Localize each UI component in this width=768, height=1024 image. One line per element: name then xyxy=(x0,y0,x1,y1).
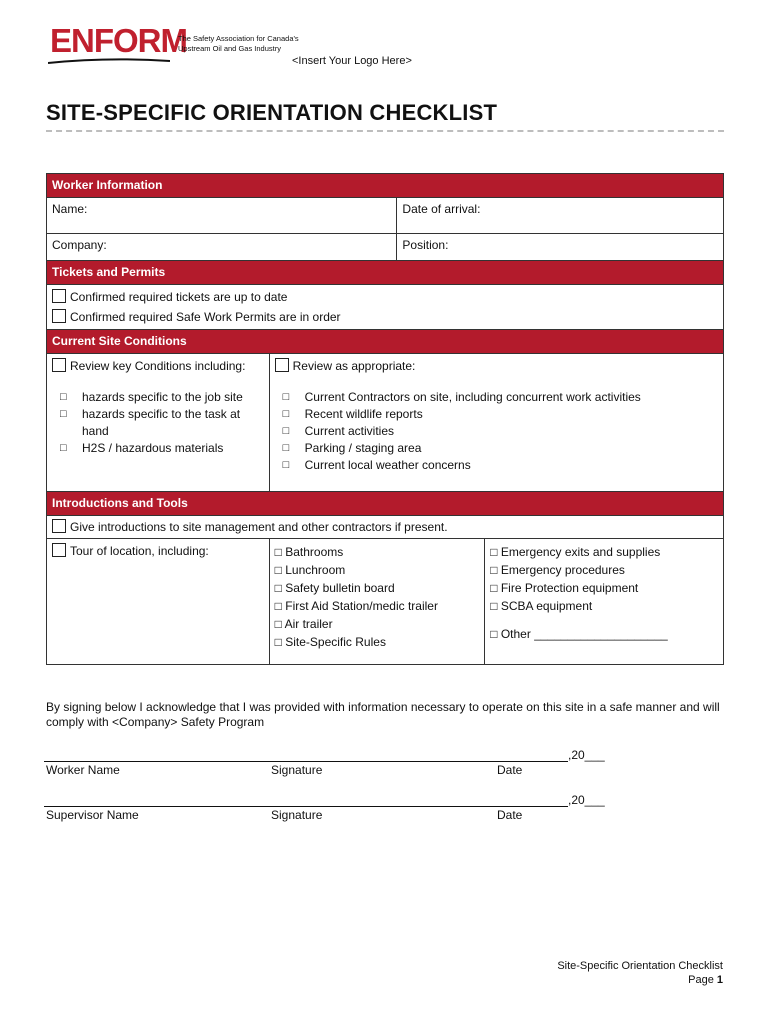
list-item[interactable]: □ Fire Protection equipment xyxy=(490,581,639,595)
section-header-site-conditions: Current Site Conditions xyxy=(47,330,724,354)
insert-logo-placeholder: <Insert Your Logo Here> xyxy=(292,55,412,67)
list-item[interactable]: □ Current local weather concerns xyxy=(282,458,471,472)
list-item[interactable]: □ Parking / staging area xyxy=(282,441,422,455)
tickets-checkbox-item[interactable]: Confirmed required tickets are up to date xyxy=(52,287,718,307)
worker-signature-line[interactable] xyxy=(44,761,568,762)
footer-page-number: Page 1 xyxy=(688,974,723,986)
supervisor-date-label: Date xyxy=(497,808,523,822)
worker-year-suffix: ,20___ xyxy=(568,748,605,762)
footer-doc-name: Site-Specific Orientation Checklist xyxy=(557,960,723,972)
give-introductions-checkbox[interactable]: Give introductions to site management and other contractors if present. xyxy=(52,518,718,536)
tickets-list xyxy=(47,285,724,330)
section-header-worker-info: Worker Information xyxy=(47,174,724,198)
list-item[interactable]: □ hazards specific to the job site xyxy=(60,390,243,404)
list-item[interactable]: □ Lunchroom xyxy=(274,563,346,577)
list-item[interactable]: □ hazards specific to the task at hand xyxy=(60,407,241,438)
list-item[interactable]: □ Recent wildlife reports xyxy=(282,407,423,421)
page-title: SITE-SPECIFIC ORIENTATION CHECKLIST xyxy=(46,100,498,125)
position-field[interactable]: Position: xyxy=(397,234,724,261)
review-key-conditions-checkbox[interactable]: Review key Conditions including: xyxy=(52,358,264,373)
other-item[interactable]: □ Other ____________________ xyxy=(490,627,668,641)
list-item[interactable]: □ Site-Specific Rules xyxy=(274,635,386,649)
worker-name-label: Worker Name xyxy=(46,763,120,777)
section-header-tickets: Tickets and Permits xyxy=(47,261,724,285)
checkbox-icon[interactable]: □ xyxy=(60,408,67,420)
review-as-appropriate-checkbox[interactable]: Review as appropriate: xyxy=(275,358,718,373)
checkbox-icon[interactable]: □ xyxy=(60,391,67,403)
list-item[interactable]: □ Bathrooms xyxy=(274,545,344,559)
title-divider xyxy=(46,130,724,132)
worker-date-label: Date xyxy=(497,763,523,777)
acknowledgement-text: By signing below I acknowledge that I was provided with information necessary to operate on this site in a safe manner and will comply with <Company> Safety Program xyxy=(46,700,720,729)
logo-swoosh xyxy=(48,58,170,64)
enform-logo: ENFORM xyxy=(50,22,187,59)
orientation-form xyxy=(46,173,724,665)
list-item[interactable]: □ Emergency procedures xyxy=(490,563,625,577)
date-of-arrival-field[interactable]: Date of arrival: xyxy=(397,198,724,234)
logo-tagline: The Safety Association for Canada's Upstream Oil and Gas Industry xyxy=(178,34,299,53)
spacer xyxy=(490,615,718,625)
checkbox-icon[interactable]: □ xyxy=(282,459,290,471)
review-appropriate-cell xyxy=(269,354,723,492)
supervisor-year-suffix: ,20___ xyxy=(568,793,605,807)
checkbox[interactable] xyxy=(52,358,66,372)
checkbox[interactable] xyxy=(52,309,66,323)
list-item[interactable]: □ Current activities xyxy=(282,424,395,438)
section-header-introductions: Introductions and Tools xyxy=(47,492,724,516)
checkbox-icon[interactable]: □ xyxy=(282,425,290,437)
company-field[interactable]: Company: xyxy=(47,234,397,261)
list-item[interactable]: □ SCBA equipment xyxy=(490,599,593,613)
permits-checkbox-item[interactable]: Confirmed required Safe Work Permits are in order xyxy=(52,307,718,327)
list-item[interactable]: □ H2S / hazardous materials xyxy=(60,441,224,455)
tour-list-col3 xyxy=(485,539,724,665)
list-item[interactable]: □ Air trailer xyxy=(274,617,333,631)
name-field[interactable]: Name: xyxy=(47,198,397,234)
checkbox[interactable] xyxy=(52,289,66,303)
supervisor-name-label: Supervisor Name xyxy=(46,808,139,822)
list-item[interactable]: □ Emergency exits and supplies xyxy=(490,545,661,559)
checkbox-icon[interactable]: □ xyxy=(282,391,290,403)
checkbox[interactable] xyxy=(275,358,289,372)
supervisor-signature-line[interactable] xyxy=(44,806,568,807)
checkbox-icon[interactable]: □ xyxy=(60,442,67,454)
tour-location-cell xyxy=(47,539,270,665)
supervisor-signature-label: Signature xyxy=(271,808,323,822)
list-item[interactable]: □ First Aid Station/medic trailer xyxy=(274,599,438,613)
checkbox-icon[interactable]: □ xyxy=(282,408,290,420)
tour-location-checkbox[interactable]: Tour of location, including: xyxy=(52,543,264,558)
list-item[interactable]: □ Safety bulletin board xyxy=(274,581,395,595)
give-introductions-cell xyxy=(47,516,724,539)
worker-signature-label: Signature xyxy=(271,763,323,777)
checkbox[interactable] xyxy=(52,519,66,533)
checkbox-icon[interactable]: □ xyxy=(282,442,290,454)
list-item[interactable]: □ Current Contractors on site, including concurrent work activities xyxy=(282,390,641,404)
checkbox[interactable] xyxy=(52,543,66,557)
tour-list-col2 xyxy=(269,539,485,665)
key-conditions-cell xyxy=(47,354,270,492)
